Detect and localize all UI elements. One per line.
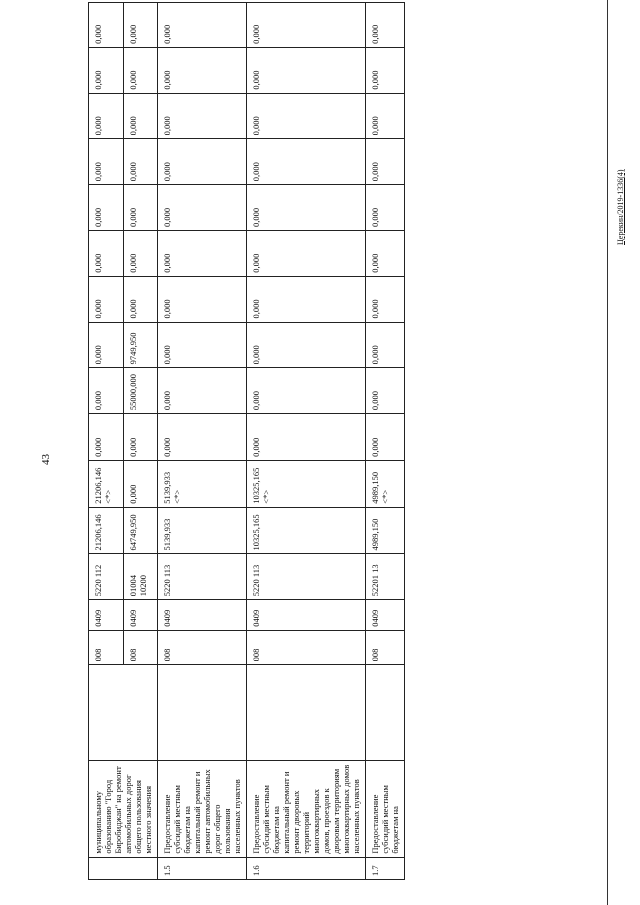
cell-y7: 0,000 bbox=[158, 185, 247, 231]
cell-grbs: 008 bbox=[89, 630, 124, 665]
row-description: Предоставление субсидий местным бюджетам на bbox=[366, 760, 405, 857]
cell-y2: 0,000 bbox=[366, 414, 405, 461]
cell-rz: 0409 bbox=[366, 600, 405, 631]
cell-y2: 0,000 bbox=[123, 414, 158, 461]
cell-y9: 0,000 bbox=[366, 93, 405, 139]
cell-total: 5139,933 bbox=[158, 507, 247, 554]
cell-y1: 5139,933 <*> bbox=[158, 460, 247, 507]
cell-y10: 0,000 bbox=[158, 47, 247, 93]
cell-y8: 0,000 bbox=[89, 139, 124, 185]
cell-total: 10325,165 bbox=[247, 507, 366, 554]
cell-csr: 5220 113 bbox=[158, 554, 247, 600]
bottom-rule bbox=[607, 0, 608, 905]
cell-y9: 0,000 bbox=[89, 93, 124, 139]
cell-y3: 55000,000 bbox=[123, 368, 158, 414]
cell-csr: 5220 113 bbox=[247, 554, 366, 600]
cell-y11: 0,000 bbox=[158, 3, 247, 48]
cell-y7: 0,000 bbox=[89, 185, 124, 231]
row-index: 1.5 bbox=[158, 857, 247, 879]
row-executor bbox=[89, 665, 158, 761]
cell-y3: 0,000 bbox=[366, 368, 405, 414]
cell-rz: 0409 bbox=[123, 600, 158, 631]
cell-y3: 0,000 bbox=[158, 368, 247, 414]
cell-y5: 0,000 bbox=[89, 276, 124, 322]
table-row bbox=[158, 3, 247, 880]
cell-y6: 0,000 bbox=[158, 230, 247, 276]
cell-y2: 0,000 bbox=[158, 414, 247, 461]
cell-y6: 0,000 bbox=[123, 230, 158, 276]
cell-y5: 0,000 bbox=[158, 276, 247, 322]
cell-y6: 0,000 bbox=[247, 230, 366, 276]
cell-y1: 4989,150 <*> bbox=[366, 460, 405, 507]
cell-y4: 9749,950 bbox=[123, 322, 158, 368]
table-row bbox=[366, 3, 405, 880]
cell-y11: 0,000 bbox=[123, 3, 158, 48]
cell-rz: 0409 bbox=[158, 600, 247, 631]
cell-y8: 0,000 bbox=[366, 139, 405, 185]
cell-y8: 0,000 bbox=[158, 139, 247, 185]
cell-grbs: 008 bbox=[123, 630, 158, 665]
row-description: Предоставление субсидий местным бюджетам на капитальный ремонт и ремонт автомобильных дорог общего пользования населенных пунктов bbox=[158, 760, 247, 857]
row-executor bbox=[366, 665, 405, 761]
cell-y2: 0,000 bbox=[89, 414, 124, 461]
cell-y7: 0,000 bbox=[123, 185, 158, 231]
cell-y2: 0,000 bbox=[247, 414, 366, 461]
cell-csr: 5220 112 bbox=[89, 554, 124, 600]
cell-y4: 0,000 bbox=[247, 322, 366, 368]
cell-y11: 0,000 bbox=[89, 3, 124, 48]
cell-y10: 0,000 bbox=[89, 47, 124, 93]
row-index bbox=[89, 857, 158, 879]
cell-y9: 0,000 bbox=[158, 93, 247, 139]
cell-total: 64749,950 bbox=[123, 507, 158, 554]
cell-y9: 0,000 bbox=[123, 93, 158, 139]
cell-y10: 0,000 bbox=[123, 47, 158, 93]
cell-y11: 0,000 bbox=[366, 3, 405, 48]
cell-y5: 0,000 bbox=[366, 276, 405, 322]
cell-y3: 0,000 bbox=[247, 368, 366, 414]
cell-total: 21206,146 bbox=[89, 507, 124, 554]
cell-total: 4989,150 bbox=[366, 507, 405, 554]
cell-y6: 0,000 bbox=[89, 230, 124, 276]
cell-csr: 01004 10200 bbox=[123, 554, 158, 600]
cell-y5: 0,000 bbox=[247, 276, 366, 322]
table-row bbox=[247, 3, 366, 880]
cell-csr: 52201 13 bbox=[366, 554, 405, 600]
cell-y9: 0,000 bbox=[247, 93, 366, 139]
cell-rz: 0409 bbox=[247, 600, 366, 631]
row-index: 1.7 bbox=[366, 857, 405, 879]
budget-table bbox=[88, 2, 405, 880]
cell-y7: 0,000 bbox=[366, 185, 405, 231]
page-number: 43 bbox=[40, 454, 52, 465]
cell-y6: 0,000 bbox=[366, 230, 405, 276]
cell-y7: 0,000 bbox=[247, 185, 366, 231]
cell-y3: 0,000 bbox=[89, 368, 124, 414]
cell-y4: 0,000 bbox=[158, 322, 247, 368]
cell-y1: 0,000 bbox=[123, 460, 158, 507]
cell-y4: 0,000 bbox=[89, 322, 124, 368]
cell-y8: 0,000 bbox=[247, 139, 366, 185]
table-row bbox=[89, 3, 124, 880]
cell-y5: 0,000 bbox=[123, 276, 158, 322]
row-description: муниципальному образованию "Город Биробиджан" на ремонт автомобильных дорог общего пользования местного значения bbox=[89, 760, 158, 857]
cell-rz: 0409 bbox=[89, 600, 124, 631]
cell-y11: 0,000 bbox=[247, 3, 366, 48]
cell-y10: 0,000 bbox=[366, 47, 405, 93]
cell-y1: 21206,146 <*> bbox=[89, 460, 124, 507]
row-description: Предоставление субсидий местным бюджетам на капитальный ремонт и ремонт дворовых территорий многоквартирных домов, проездов к дворовым территориям многоквартирных домов населенных пунктов bbox=[247, 760, 366, 857]
row-executor bbox=[158, 665, 247, 761]
cell-y1: 10325,165 <*> bbox=[247, 460, 366, 507]
footer-ref: Церекин/2019-1336(4) bbox=[616, 169, 625, 245]
cell-grbs: 008 bbox=[158, 630, 247, 665]
cell-y8: 0,000 bbox=[123, 139, 158, 185]
cell-y4: 0,000 bbox=[366, 322, 405, 368]
row-index: 1.6 bbox=[247, 857, 366, 879]
cell-grbs: 008 bbox=[247, 630, 366, 665]
cell-grbs: 008 bbox=[366, 630, 405, 665]
cell-y10: 0,000 bbox=[247, 47, 366, 93]
row-executor bbox=[247, 665, 366, 761]
